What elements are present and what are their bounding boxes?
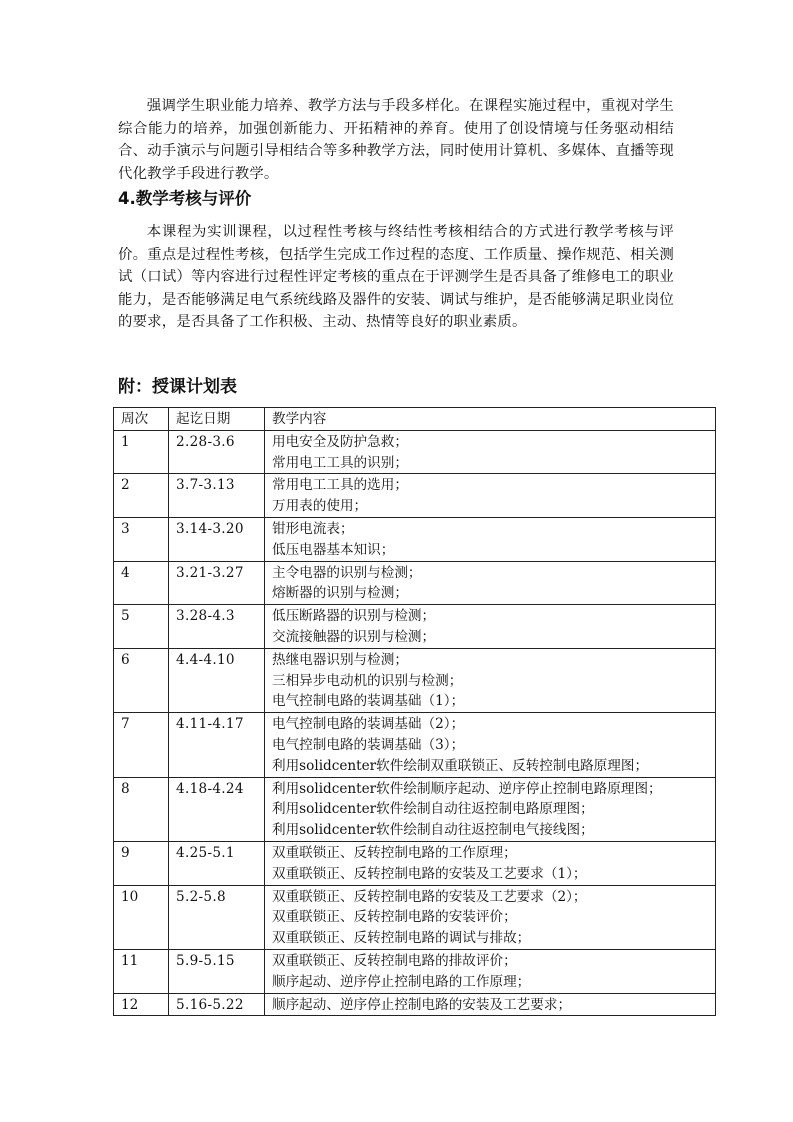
content-line: 用电安全及防护急救； [272, 433, 408, 450]
content-line: 钳形电流表； [272, 520, 354, 537]
table-row [114, 561, 716, 605]
date-range-cell: 4.18-4.24 [169, 777, 265, 841]
content-cell [265, 713, 716, 777]
week-cell: 4 [114, 561, 169, 605]
header-date-range: 起讫日期 [169, 408, 265, 431]
table-row [114, 949, 716, 993]
teaching-plan-table [113, 407, 716, 1016]
table-row [114, 993, 716, 1016]
content-line: 双重联锁正、反转控制电路的工作原理； [272, 844, 517, 861]
date-range-cell: 5.16-5.22 [169, 993, 265, 1016]
content-line: 三相异步电动机的识别与检测； [272, 672, 463, 689]
date-range-cell: 5.2-5.8 [169, 885, 265, 949]
content-line: 双重联锁正、反转控制电路的排故评价； [272, 952, 517, 969]
content-line: 常用电工工具的选用； [272, 477, 408, 494]
table-row [114, 474, 716, 518]
body-paragraph-assessment: 本课程为实训课程，以过程性考核与终结性考核相结合的方式进行教学考核与评价。重点是过程性考核，包括学生完成工作过程的态度、工作质量、操作规范、相关测试（口试）等内容进行过程性评定考核的重点在于评测学生是否具备了维修电工的职业能力，是否能够满足电气系统线路及器件的安装、调试与维护，是否能够满足职业岗位的要求，是否具备了工作积极、主动、热情等良好的职业素质。 [118, 224, 674, 331]
content-line: 低压断路器的识别与检测； [272, 608, 436, 625]
date-range-cell: 4.11-4.17 [169, 713, 265, 777]
table-row [114, 605, 716, 649]
section-heading-assessment: 4.教学考核与评价 [118, 189, 252, 208]
week-cell: 6 [114, 648, 169, 712]
table-row [114, 648, 716, 712]
week-cell: 7 [114, 713, 169, 777]
week-cell: 5 [114, 605, 169, 649]
date-range-cell: 5.9-5.15 [169, 949, 265, 993]
content-line: 熔断器的识别与检测； [272, 585, 408, 602]
content-line: 利用solidcenter软件绘制双重联锁正、反转控制电路原理图； [272, 757, 649, 774]
date-range-cell: 3.21-3.27 [169, 561, 265, 605]
content-cell [265, 605, 716, 649]
body-paragraph-teaching-methods: 强调学生职业能力培养、教学方法与手段多样化。在课程实施过程中，重视对学生综合能力的培养，加强创新能力、开拓精神的养育。使用了创设情境与任务驱动相结合、动手演示与问题引导相结合等多种教学方法，同时使用计算机、多媒体、直播等现代化教学手段进行教学。 [118, 98, 674, 182]
table-body [114, 430, 716, 1016]
content-cell [265, 777, 716, 841]
content-line: 热继电器识别与检测； [272, 651, 408, 668]
table-row [114, 777, 716, 841]
content-cell [265, 949, 716, 993]
table-row [114, 885, 716, 949]
content-line: 主令电器的识别与检测； [272, 564, 422, 581]
week-cell: 1 [114, 430, 169, 474]
date-range-cell: 4.25-5.1 [169, 841, 265, 885]
content-line: 低压电器基本知识； [272, 541, 395, 558]
date-range-cell: 4.4-4.10 [169, 648, 265, 712]
table-row [114, 841, 716, 885]
content-line: 万用表的使用； [272, 498, 368, 515]
content-line: 常用电工工具的识别； [272, 454, 408, 471]
content-line: 电气控制电路的装调基础（3）； [272, 736, 465, 753]
content-line: 利用solidcenter软件绘制自动往返控制电路原理图； [272, 801, 594, 818]
date-range-cell: 3.7-3.13 [169, 474, 265, 518]
content-cell [265, 561, 716, 605]
content-line: 利用solidcenter软件绘制顺序起动、逆序停止控制电路原理图； [272, 780, 662, 797]
week-cell: 11 [114, 949, 169, 993]
content-line: 利用solidcenter软件绘制自动往返控制电气接线图； [272, 822, 594, 839]
content-line: 双重联锁正、反转控制电路的安装及工艺要求（1）； [272, 865, 587, 882]
content-line: 交流接触器的识别与检测； [272, 628, 436, 645]
content-line: 双重联锁正、反转控制电路的安装及工艺要求（2）； [272, 888, 587, 905]
date-range-cell: 3.14-3.20 [169, 517, 265, 561]
content-line: 双重联锁正、反转控制电路的调试与排故； [272, 930, 531, 947]
content-cell [265, 993, 716, 1016]
week-cell: 9 [114, 841, 169, 885]
week-cell: 3 [114, 517, 169, 561]
content-cell [265, 648, 716, 712]
content-cell [265, 474, 716, 518]
content-cell [265, 841, 716, 885]
content-cell [265, 430, 716, 474]
table-row [114, 430, 716, 474]
content-line: 电气控制电路的装调基础（2）； [272, 716, 465, 733]
appendix-title: 附：授课计划表 [118, 377, 237, 397]
table-header-row [114, 408, 716, 431]
table-row [114, 517, 716, 561]
content-line: 双重联锁正、反转控制电路的安装评价； [272, 909, 517, 926]
content-cell [265, 885, 716, 949]
table-row [114, 713, 716, 777]
content-cell [265, 517, 716, 561]
date-range-cell: 2.28-3.6 [169, 430, 265, 474]
header-week: 周次 [114, 408, 169, 431]
week-cell: 8 [114, 777, 169, 841]
date-range-cell: 3.28-4.3 [169, 605, 265, 649]
content-line: 顺序起动、逆序停止控制电路的安装及工艺要求； [272, 996, 572, 1013]
content-line: 电气控制电路的装调基础（1）； [272, 693, 465, 710]
week-cell: 12 [114, 993, 169, 1016]
header-content: 教学内容 [265, 408, 716, 431]
content-line: 顺序起动、逆序停止控制电路的工作原理； [272, 973, 531, 990]
week-cell: 10 [114, 885, 169, 949]
week-cell: 2 [114, 474, 169, 518]
